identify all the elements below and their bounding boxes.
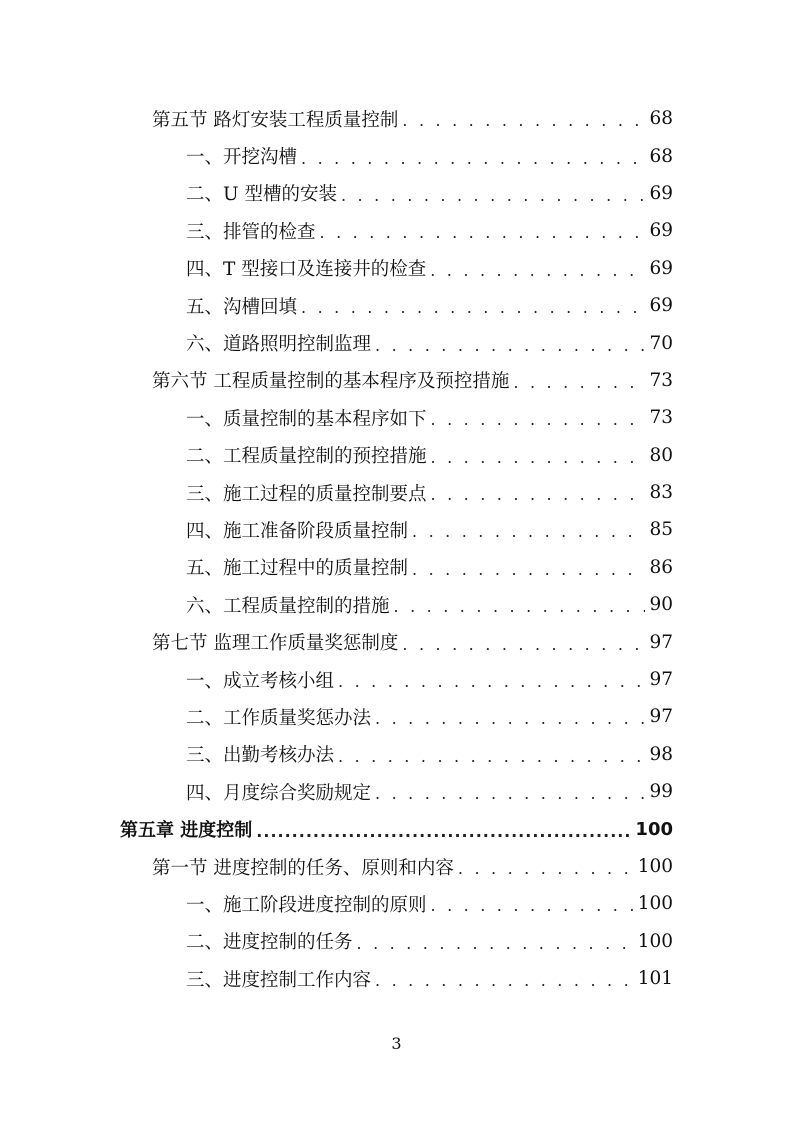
toc-entry-title: 五、施工过程中的质量控制 <box>186 558 409 580</box>
toc-entry[interactable] <box>0 100 793 137</box>
dot-leader <box>402 635 645 654</box>
dot-leader <box>513 373 645 392</box>
toc-entry[interactable] <box>0 923 793 960</box>
toc-entry-page: 80 <box>649 444 673 466</box>
toc-entry[interactable] <box>0 250 793 287</box>
toc-entry-title: 三、排管的检查 <box>186 221 316 243</box>
toc-entry[interactable] <box>0 511 793 548</box>
toc-entry-page: 69 <box>649 182 673 204</box>
toc-entry-page: 73 <box>649 369 673 391</box>
toc-entry[interactable] <box>0 399 793 436</box>
dot-leader <box>320 223 646 242</box>
toc-entry-page: 73 <box>649 407 673 429</box>
toc-entry-page: 68 <box>649 145 673 167</box>
toc-entry[interactable] <box>0 586 793 623</box>
dot-leader <box>431 485 646 504</box>
toc-entry[interactable] <box>0 362 793 399</box>
toc-entry-title: 三、施工过程的质量控制要点 <box>186 483 427 505</box>
dot-leader <box>431 896 634 915</box>
toc-entry-title: 一、施工阶段进度控制的原则 <box>186 894 427 916</box>
toc-entry-page: 86 <box>649 556 673 578</box>
toc-entry-title: 六、工程质量控制的措施 <box>186 595 390 617</box>
toc-entry-title: 四、施工准备阶段质量控制 <box>186 520 409 542</box>
toc-entry-title: 第六节 工程质量控制的基本程序及预控措施 <box>152 371 510 393</box>
toc-entry[interactable] <box>0 212 793 249</box>
toc-entry-title: 六、道路照明控制监理 <box>186 334 372 356</box>
dot-leader <box>458 859 634 878</box>
toc-entry-title: 二、U 型槽的安装 <box>186 184 337 206</box>
toc-entry-title: 一、开挖沟槽 <box>186 147 298 169</box>
toc-entry-page: 98 <box>649 743 673 765</box>
dot-leader <box>431 410 646 429</box>
dot-leader <box>412 522 645 541</box>
toc-chapter-entry[interactable] <box>0 810 793 847</box>
dot-leader <box>375 971 634 990</box>
toc-entry[interactable] <box>0 960 793 997</box>
toc-entry[interactable] <box>0 773 793 810</box>
toc-entry[interactable] <box>0 474 793 511</box>
toc-entry-page: 97 <box>649 631 673 653</box>
toc-entry[interactable] <box>0 549 793 586</box>
dot-leader <box>338 672 645 691</box>
dot-leader <box>375 709 645 728</box>
toc-entry-title: 二、工程质量控制的预控措施 <box>186 446 427 468</box>
dot-leader <box>412 560 645 579</box>
table-of-contents <box>0 100 793 997</box>
dot-leader <box>375 336 645 355</box>
dot-leader <box>341 186 645 205</box>
toc-entry-title: 一、质量控制的基本程序如下 <box>186 408 427 430</box>
toc-entry-page: 68 <box>649 108 673 130</box>
toc-entry-title: 第七节 监理工作质量奖惩制度 <box>152 633 399 655</box>
toc-entry[interactable] <box>0 736 793 773</box>
dot-leader <box>430 261 645 280</box>
toc-entry-title: 五、沟槽回填 <box>186 296 298 318</box>
toc-entry-title: 四、T 型接口及连接井的检查 <box>186 259 427 281</box>
toc-entry[interactable] <box>0 137 793 174</box>
toc-entry-page: 97 <box>649 669 673 691</box>
toc-entry-title: 第五节 路灯安装工程质量控制 <box>152 109 399 131</box>
toc-entry[interactable] <box>0 661 793 698</box>
toc-entry[interactable] <box>0 885 793 922</box>
toc-entry-title: 二、进度控制的任务 <box>186 932 353 954</box>
dot-leader <box>431 448 646 467</box>
toc-entry-title: 三、进度控制工作内容 <box>186 969 372 991</box>
toc-entry[interactable] <box>0 287 793 324</box>
dot-leader <box>256 822 631 841</box>
dot-leader <box>357 934 634 953</box>
toc-entry-page: 99 <box>649 781 673 803</box>
toc-entry-page: 69 <box>649 220 673 242</box>
toc-entry-title: 三、出勤考核办法 <box>186 745 335 767</box>
toc-entry-page: 69 <box>649 257 673 279</box>
toc-entry[interactable] <box>0 848 793 885</box>
dot-leader <box>394 597 646 616</box>
toc-entry-title: 一、成立考核小组 <box>186 670 335 692</box>
dot-leader <box>301 298 645 317</box>
toc-entry-page: 100 <box>637 930 673 952</box>
page-number: 3 <box>391 1034 402 1053</box>
toc-entry-page: 97 <box>649 706 673 728</box>
toc-entry-page: 100 <box>637 856 673 877</box>
toc-entry-page: 83 <box>649 482 673 504</box>
toc-entry-page: 90 <box>649 594 673 616</box>
dot-leader <box>375 784 645 803</box>
toc-entry-page: 70 <box>649 332 673 354</box>
toc-entry-page: 85 <box>649 519 673 541</box>
toc-entry[interactable] <box>0 698 793 735</box>
toc-entry[interactable] <box>0 324 793 361</box>
dot-leader <box>338 747 645 766</box>
toc-entry-page: 101 <box>637 968 673 990</box>
dot-leader <box>301 149 645 168</box>
toc-entry[interactable] <box>0 623 793 660</box>
toc-entry-title: 四、月度综合奖励规定 <box>186 782 372 804</box>
toc-entry-page: 69 <box>649 295 673 317</box>
toc-entry-title: 二、工作质量奖惩办法 <box>186 707 372 729</box>
dot-leader <box>402 111 645 130</box>
toc-entry-title: 第五章 进度控制 <box>120 820 253 842</box>
toc-entry-page: 100 <box>635 818 673 840</box>
toc-entry-page: 100 <box>637 893 673 915</box>
toc-entry-title: 第一节 进度控制的任务、原则和内容 <box>152 857 454 879</box>
toc-entry[interactable] <box>0 437 793 474</box>
toc-entry[interactable] <box>0 175 793 212</box>
